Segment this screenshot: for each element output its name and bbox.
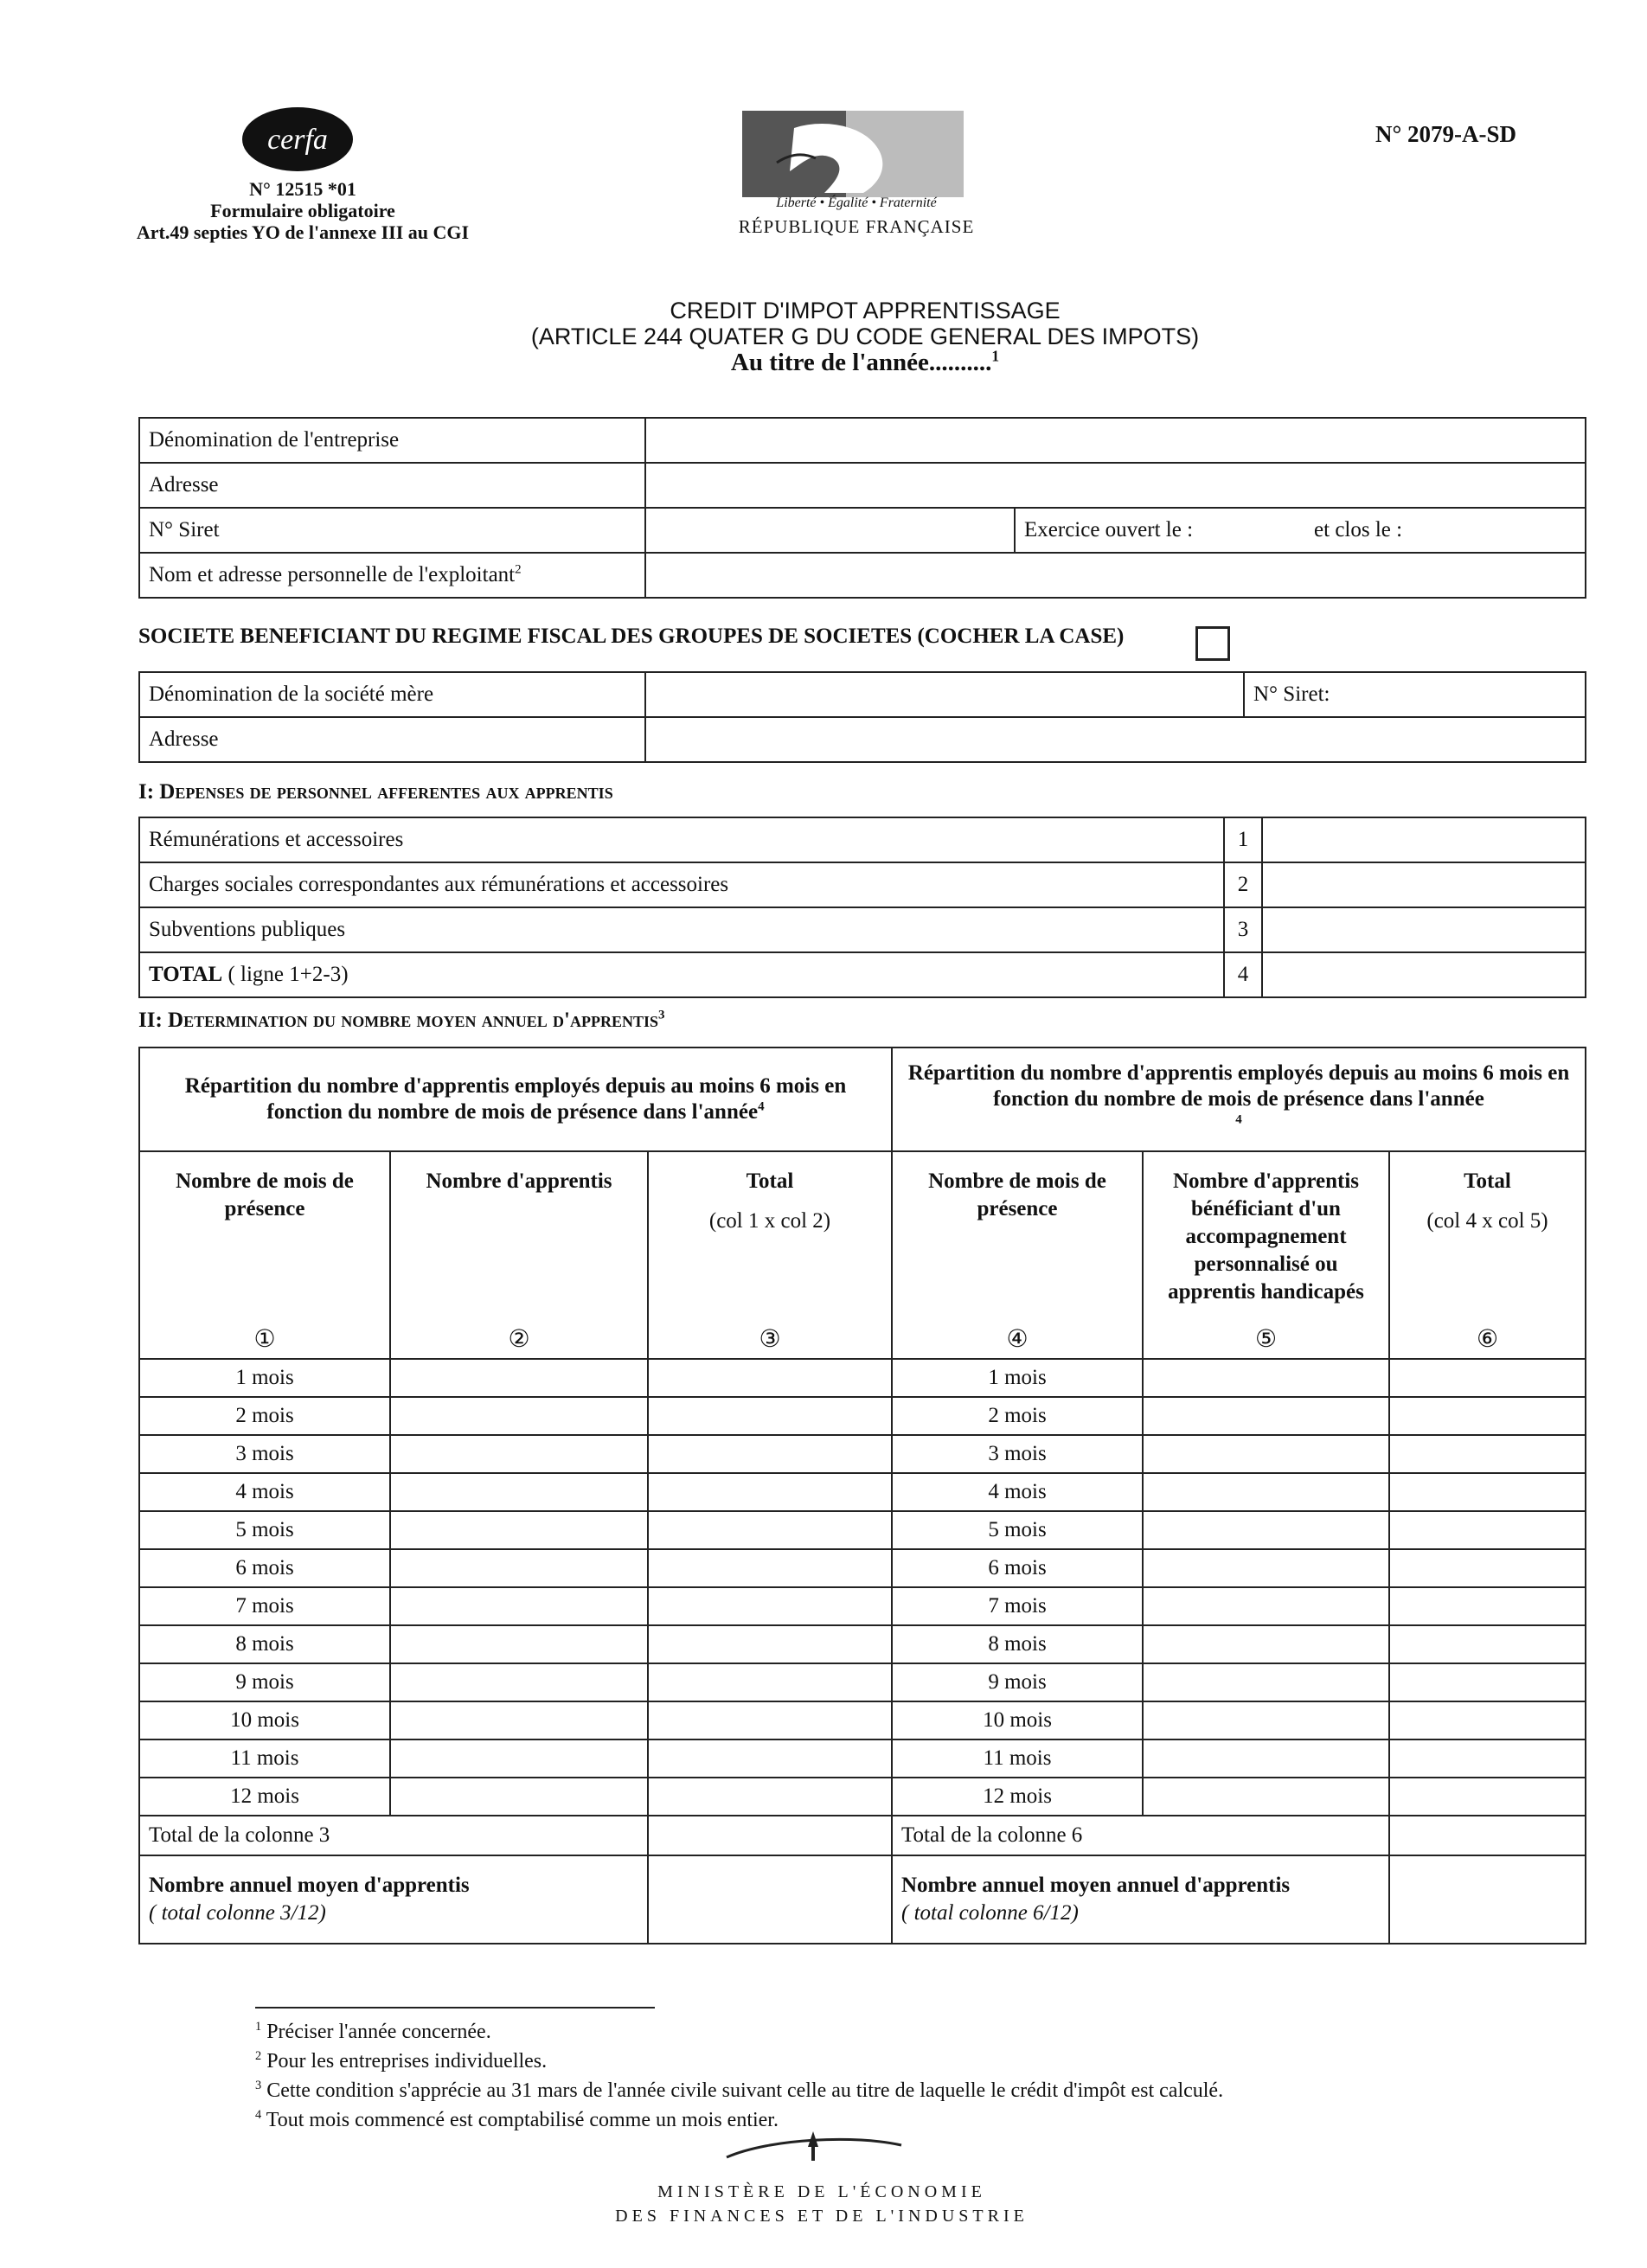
table-row <box>139 1048 1586 1151</box>
total-right-field[interactable] <box>1389 1778 1586 1816</box>
operator-field[interactable] <box>645 553 1586 598</box>
table-row <box>139 817 1586 862</box>
col2-header: Nombre d'apprentis <box>390 1151 648 1320</box>
expense-label: Rémunérations et accessoires <box>139 817 1224 862</box>
table-row <box>139 907 1586 952</box>
col5-header: Nombre d'apprentis bénéficiant d'un accompagnement personnalisé ou apprentis handicapés <box>1143 1151 1389 1320</box>
col6-header-text: Total <box>1464 1169 1511 1193</box>
months-right-label: 4 mois <box>892 1473 1143 1511</box>
apprentices-count-field[interactable] <box>390 1663 648 1701</box>
months-left-label: 2 mois <box>139 1397 390 1435</box>
total-label-text: TOTAL <box>149 963 223 986</box>
apprentices-count-field[interactable] <box>390 1739 648 1778</box>
expense-label: Charges sociales correspondantes aux rémunérations et accessoires <box>139 862 1224 907</box>
left-group-header <box>139 1048 892 1151</box>
section-1-title: I: Depenses de personnel afferentes aux apprentis <box>138 780 613 804</box>
table-row <box>139 1397 1586 1435</box>
footnote-ref: 2 <box>515 562 522 577</box>
parent-address-label: Adresse <box>139 717 645 762</box>
special-apprentices-field[interactable] <box>1143 1663 1389 1701</box>
table-row <box>139 418 1586 463</box>
fiscal-year-close-label: et clos le : <box>1314 518 1403 541</box>
col3-header <box>648 1151 892 1320</box>
total-left-field[interactable] <box>648 1739 892 1778</box>
table-row <box>139 553 1586 598</box>
total-col3-label: Total de la colonne 3 <box>139 1816 648 1855</box>
table-row <box>139 1625 1586 1663</box>
footnote-text: Cette condition s'apprécie au 31 mars de l'année civile suivant celle au titre de laquelle le crédit d'impôt est calculé. <box>266 2079 1224 2102</box>
apprentices-count-field[interactable] <box>390 1397 648 1435</box>
fiscal-year-field[interactable] <box>1015 508 1586 553</box>
months-left-label: 11 mois <box>139 1739 390 1778</box>
total-right-field[interactable] <box>1389 1587 1586 1625</box>
table-row <box>139 1701 1586 1739</box>
column-marker: ③ <box>648 1320 892 1359</box>
total-right-field[interactable] <box>1389 1663 1586 1701</box>
special-apprentices-field[interactable] <box>1143 1511 1389 1549</box>
column-marker: ① <box>139 1320 390 1359</box>
republic-name: RÉPUBLIQUE FRANÇAISE <box>738 216 975 237</box>
apprentices-count-field[interactable] <box>390 1778 648 1816</box>
total-right-field[interactable] <box>1389 1359 1586 1397</box>
siret-label: N° Siret <box>139 508 645 553</box>
months-right-label: 3 mois <box>892 1435 1143 1473</box>
right-group-header <box>892 1048 1586 1151</box>
col3-header-text: Total <box>746 1169 794 1193</box>
form-number: N° 2079-A-SD <box>1375 121 1517 147</box>
total-label <box>139 952 1224 997</box>
table-row <box>139 1739 1586 1778</box>
months-left-label: 10 mois <box>139 1701 390 1739</box>
table-row <box>139 1816 1586 1855</box>
total-left-field[interactable] <box>648 1778 892 1816</box>
table-row <box>139 717 1586 762</box>
footnotes <box>255 2017 1553 2135</box>
table-row <box>139 1663 1586 1701</box>
parent-company-table <box>138 671 1586 763</box>
months-right-label: 1 mois <box>892 1359 1143 1397</box>
cerfa-number: N° 12515 *01 <box>249 178 356 200</box>
months-right-label: 11 mois <box>892 1739 1143 1778</box>
republic-motto: Liberté • Égalité • Fraternité <box>776 195 937 210</box>
total-col3-field[interactable] <box>648 1816 892 1855</box>
parent-siret-label: N° Siret: <box>1253 682 1330 706</box>
average-right-field[interactable] <box>1389 1855 1586 1944</box>
total-right-field[interactable] <box>1389 1511 1586 1549</box>
footnote-ref: 4 <box>758 1099 765 1114</box>
table-row <box>139 672 1586 717</box>
footnote <box>255 2047 1553 2076</box>
title-line-1: CREDIT D'IMPOT APPRENTISSAGE <box>670 298 1061 324</box>
months-left-label: 1 mois <box>139 1359 390 1397</box>
special-apprentices-field[interactable] <box>1143 1435 1389 1473</box>
form-title <box>346 298 1384 375</box>
months-left-label: 3 mois <box>139 1435 390 1473</box>
total-right-field[interactable] <box>1389 1625 1586 1663</box>
apprentices-count-field[interactable] <box>390 1511 648 1549</box>
left-group-header-text: Répartition du nombre d'apprentis employés depuis au moins 6 mois en fonction du nombre de mois de présence dans l'année <box>184 1074 847 1124</box>
expense-amount-field[interactable] <box>1262 907 1586 952</box>
footnote-text: Pour les entreprises individuelles. <box>266 2050 548 2073</box>
total-left-field[interactable] <box>648 1663 892 1701</box>
special-apprentices-field[interactable] <box>1143 1397 1389 1435</box>
expenses-table <box>138 817 1586 998</box>
line-number: 3 <box>1224 907 1262 952</box>
months-left-label: 12 mois <box>139 1778 390 1816</box>
col3-formula: (col 1 x col 2) <box>708 1209 831 1233</box>
col6-header <box>1389 1151 1586 1320</box>
parent-address-field[interactable] <box>645 717 1586 762</box>
marianne-logo <box>742 111 964 202</box>
cerfa-info <box>130 178 476 243</box>
title-year-line <box>346 349 1384 375</box>
apprentices-count-field[interactable] <box>390 1587 648 1625</box>
months-left-label: 8 mois <box>139 1625 390 1663</box>
total-left-field[interactable] <box>648 1359 892 1397</box>
table-row <box>139 1320 1586 1359</box>
line-number: 4 <box>1224 952 1262 997</box>
special-apprentices-field[interactable] <box>1143 1587 1389 1625</box>
total-detail: ( ligne 1+2-3) <box>222 963 349 986</box>
mandatory-form-label: Formulaire obligatoire <box>210 200 395 221</box>
average-left-label <box>139 1855 648 1944</box>
ministry-line-1: MINISTÈRE DE L'ÉCONOMIE <box>657 2182 986 2201</box>
table-row <box>139 1778 1586 1816</box>
col6-formula: (col 4 x col 5) <box>1426 1209 1548 1233</box>
ministry-line-2: DES FINANCES ET DE L'INDUSTRIE <box>615 2207 1029 2226</box>
special-apprentices-field[interactable] <box>1143 1739 1389 1778</box>
table-row <box>139 1151 1586 1320</box>
footnote-number: 4 <box>255 2108 262 2122</box>
special-apprentices-field[interactable] <box>1143 1473 1389 1511</box>
total-left-field[interactable] <box>648 1625 892 1663</box>
title-line-2: (ARTICLE 244 QUATER G DU CODE GENERAL DES IMPOTS) <box>530 324 1200 349</box>
months-left-label: 5 mois <box>139 1511 390 1549</box>
expense-label: Subventions publiques <box>139 907 1224 952</box>
address-label: Adresse <box>139 463 645 508</box>
apprentices-count-field[interactable] <box>390 1549 648 1587</box>
footnote-number: 3 <box>255 2079 262 2092</box>
siret-field[interactable] <box>645 508 1015 553</box>
months-right-label: 5 mois <box>892 1511 1143 1549</box>
total-left-field[interactable] <box>648 1473 892 1511</box>
apprentices-count-field[interactable] <box>390 1701 648 1739</box>
months-right-label: 10 mois <box>892 1701 1143 1739</box>
footnote-separator <box>255 2007 655 2009</box>
section-2-title <box>138 1009 664 1033</box>
average-right-title: Nombre annuel moyen annuel d'apprentis <box>901 1874 1291 1897</box>
footnote <box>255 2076 1553 2105</box>
identification-table <box>138 417 1586 599</box>
total-col6-label: Total de la colonne 6 <box>892 1816 1389 1855</box>
months-right-label: 7 mois <box>892 1587 1143 1625</box>
apprentices-table <box>138 1047 1586 1944</box>
table-row <box>139 463 1586 508</box>
average-right-label <box>892 1855 1389 1944</box>
parent-name-field[interactable] <box>645 672 1244 717</box>
average-left-title: Nombre annuel moyen d'apprentis <box>149 1874 470 1897</box>
total-right-field[interactable] <box>1389 1397 1586 1435</box>
table-row <box>139 1435 1586 1473</box>
footnote-number: 2 <box>255 2049 262 2063</box>
apprentices-count-field[interactable] <box>390 1359 648 1397</box>
apprentices-count-field[interactable] <box>390 1625 648 1663</box>
month-rows <box>139 1359 1586 1816</box>
table-row <box>139 862 1586 907</box>
footnote-number: 1 <box>255 2020 262 2034</box>
total-amount-field[interactable] <box>1262 952 1586 997</box>
ministry-name <box>606 2180 1038 2228</box>
average-left-formula: ( total colonne 3/12) <box>149 1901 326 1925</box>
group-regime-checkbox[interactable] <box>1195 626 1230 661</box>
line-number: 2 <box>1224 862 1262 907</box>
total-right-field[interactable] <box>1389 1435 1586 1473</box>
company-name-label: Dénomination de l'entreprise <box>139 418 645 463</box>
table-row <box>139 1549 1586 1587</box>
total-right-field[interactable] <box>1389 1701 1586 1739</box>
ministry-emblem <box>718 2126 908 2164</box>
cerfa-logo <box>240 106 355 173</box>
col4-header: Nombre de mois de présence <box>892 1151 1143 1320</box>
special-apprentices-field[interactable] <box>1143 1701 1389 1739</box>
total-left-field[interactable] <box>648 1701 892 1739</box>
average-right-formula: ( total colonne 6/12) <box>901 1901 1079 1925</box>
months-left-label: 7 mois <box>139 1587 390 1625</box>
company-name-field[interactable] <box>645 418 1586 463</box>
average-left-field[interactable] <box>648 1855 892 1944</box>
total-left-field[interactable] <box>648 1549 892 1587</box>
footnote-ref: 4 <box>1235 1112 1242 1127</box>
column-marker: ④ <box>892 1320 1143 1359</box>
months-right-label: 2 mois <box>892 1397 1143 1435</box>
footnote <box>255 2017 1553 2047</box>
table-row <box>139 1855 1586 1944</box>
footnote-text: Préciser l'année concernée. <box>266 2021 491 2043</box>
apprentices-count-field[interactable] <box>390 1473 648 1511</box>
column-marker: ⑤ <box>1143 1320 1389 1359</box>
expense-amount-field[interactable] <box>1262 862 1586 907</box>
total-col6-field[interactable] <box>1389 1816 1586 1855</box>
column-marker: ⑥ <box>1389 1320 1586 1359</box>
footnote-text: Tout mois commencé est comptabilisé comme un mois entier. <box>266 2109 779 2131</box>
col1-header: Nombre de mois de présence <box>139 1151 390 1320</box>
total-left-field[interactable] <box>648 1397 892 1435</box>
special-apprentices-field[interactable] <box>1143 1625 1389 1663</box>
months-left-label: 4 mois <box>139 1473 390 1511</box>
months-right-label: 6 mois <box>892 1549 1143 1587</box>
address-field[interactable] <box>645 463 1586 508</box>
months-right-label: 8 mois <box>892 1625 1143 1663</box>
footnote-ref: 3 <box>657 1008 665 1022</box>
footnote-ref: 1 <box>991 347 1000 365</box>
line-number: 1 <box>1224 817 1262 862</box>
months-right-label: 9 mois <box>892 1663 1143 1701</box>
right-group-header-text: Répartition du nombre d'apprentis employés depuis au moins 6 mois en fonction du nombre de mois de présence dans l'année <box>907 1061 1570 1111</box>
special-apprentices-field[interactable] <box>1143 1549 1389 1587</box>
total-left-field[interactable] <box>648 1435 892 1473</box>
operator-label <box>139 553 645 598</box>
months-left-label: 9 mois <box>139 1663 390 1701</box>
column-marker: ② <box>390 1320 648 1359</box>
parent-siret-field[interactable] <box>1244 672 1586 717</box>
table-row <box>139 1359 1586 1397</box>
fiscal-year-open-label: Exercice ouvert le : <box>1024 518 1194 541</box>
special-apprentices-field[interactable] <box>1143 1778 1389 1816</box>
apprentices-count-field[interactable] <box>390 1435 648 1473</box>
months-right-label: 12 mois <box>892 1778 1143 1816</box>
total-right-field[interactable] <box>1389 1739 1586 1778</box>
svg-text:cerfa: cerfa <box>267 124 328 156</box>
article-reference: Art.49 septies YO de l'annexe III au CGI <box>136 221 470 243</box>
total-left-field[interactable] <box>648 1511 892 1549</box>
total-right-field[interactable] <box>1389 1473 1586 1511</box>
total-right-field[interactable] <box>1389 1549 1586 1587</box>
operator-label-text: Nom et adresse personnelle de l'exploitant <box>149 563 516 586</box>
group-regime-label: SOCIETE BENEFICIANT DU REGIME FISCAL DES GROUPES DE SOCIETES (COCHER LA CASE) <box>138 625 1125 648</box>
total-left-field[interactable] <box>648 1587 892 1625</box>
parent-name-label: Dénomination de la société mère <box>139 672 645 717</box>
special-apprentices-field[interactable] <box>1143 1359 1389 1397</box>
table-row <box>139 508 1586 553</box>
title-year-text: Au titre de l'année.......... <box>730 349 992 376</box>
section-2-title-text: II: Determination du nombre moyen annuel d'apprentis <box>138 1009 658 1032</box>
table-row <box>139 1587 1586 1625</box>
table-row <box>139 1473 1586 1511</box>
expense-amount-field[interactable] <box>1262 817 1586 862</box>
table-row <box>139 952 1586 997</box>
table-row <box>139 1511 1586 1549</box>
months-left-label: 6 mois <box>139 1549 390 1587</box>
